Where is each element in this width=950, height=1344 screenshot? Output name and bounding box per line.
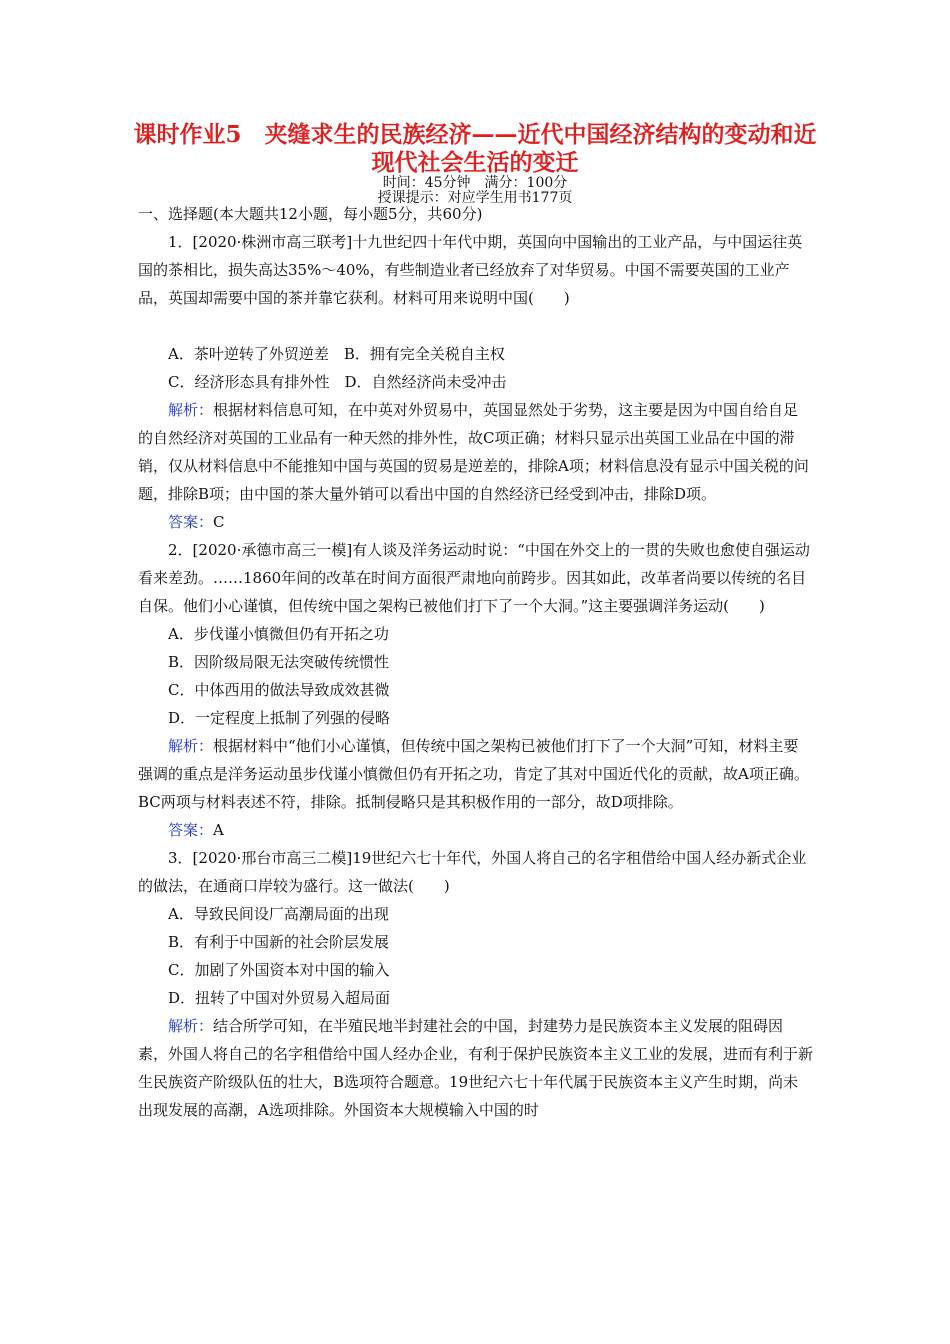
answer-space bbox=[138, 312, 813, 340]
option-row: D．一定程度上抵制了列强的侵略 bbox=[168, 709, 391, 727]
analysis-label: 解析： bbox=[168, 401, 214, 419]
question-stem: 2．[2020·承德市高三一模]有人谈及洋务运动时说：“中国在外交上的一贯的失败也愈使自强运动看来差劲。……1860年间的改革在时间方面很严肃地向前跨步。因其如此，改革者尚要以传统的名目自保。他们小心谨慎，但传统中国之架构已被他们打下了一个大洞。”这主要强调洋务运动( ) bbox=[138, 541, 810, 615]
document-body bbox=[138, 200, 813, 1124]
option-row: D．扭转了中国对外贸易入超局面 bbox=[168, 989, 391, 1007]
analysis-paragraph bbox=[138, 396, 813, 508]
option-row: C．加剧了外国资本对中国的输入 bbox=[168, 961, 390, 979]
analysis-text: 结合所学可知，在半殖民地半封建社会的中国，封建势力是民族资本主义发展的阻碍因素，外国人将自己的名字租借给中国人经办企业，有利于保护民族资本主义工业的发展，进而有利于新生民族资产阶级队伍的壮大，B选项符合题意。19世纪六七十年代属于民族资本主义产生时期，尚未出现发展的高潮，A选项排除。外国资本大规模输入中国的时 bbox=[138, 1017, 814, 1119]
option-row: C．中体西用的做法导致成效甚微 bbox=[168, 681, 390, 699]
question-2 bbox=[138, 536, 813, 844]
answer-line bbox=[138, 816, 813, 844]
answer-value: C bbox=[213, 513, 225, 531]
analysis-paragraph bbox=[138, 732, 813, 816]
option-row: A．导致民间设厂高潮局面的出现 bbox=[168, 905, 389, 923]
question-1 bbox=[138, 228, 813, 536]
analysis-label: 解析： bbox=[168, 1017, 214, 1035]
time-score-line: 时间：45分钟 满分：100分 bbox=[382, 175, 568, 191]
option-row: B．有利于中国新的社会阶层发展 bbox=[168, 933, 390, 951]
question-3 bbox=[138, 844, 813, 1124]
answer-line bbox=[138, 508, 813, 536]
answer-label: 答案： bbox=[168, 821, 214, 839]
analysis-text: 根据材料信息可知，在中英对外贸易中，英国显然处于劣势，这主要是因为中国自给自足的自然经济对英国的工业品有一种天然的排外性，故C项正确；材料只显示出英国工业品在中国的滞销，仅从材料信息中不能推知中国与英国的贸易是逆差的，排除A项；材料信息没有显示中国关税的问题，排除B项；由中国的茶大量外销可以看出中国的自然经济已经受到冲击，排除D项。 bbox=[138, 401, 809, 503]
option-row: C．经济形态具有排外性 D．自然经济尚未受冲击 bbox=[168, 373, 507, 391]
page-title: 课时作业5 夹缝求生的民族经济——近代中国经济结构的变动和近现代社会生活的变迁 bbox=[133, 121, 817, 176]
section-heading: 一、选择题(本大题共12小题，每小题5分，共60分) bbox=[138, 205, 483, 223]
teaching-hint-line: 授课提示：对应学生用书177页 bbox=[377, 190, 573, 206]
analysis-text: 根据材料中“他们小心谨慎，但传统中国之架构已被他们打下了一个大洞”可知，材料主要强调的重点是洋务运动虽步伐谨小慎微但仍有开拓之功，肯定了其对中国近代化的贡献，故A项正确。BC两项与材料表述不符，排除。抵制侵略只是其积极作用的一部分，故D项排除。 bbox=[138, 737, 809, 811]
answer-label: 答案： bbox=[168, 513, 214, 531]
option-row: A．茶叶逆转了外贸逆差 B．拥有完全关税自主权 bbox=[168, 345, 505, 363]
answer-value: A bbox=[213, 821, 224, 839]
analysis-paragraph bbox=[138, 1012, 813, 1124]
question-stem: 3．[2020·邢台市高三二模]19世纪六七十年代，外国人将自己的名字租借给中国人经办新式企业的做法，在通商口岸较为盛行。这一做法( ) bbox=[138, 849, 807, 895]
option-row: A．步伐谨小慎微但仍有开拓之功 bbox=[168, 625, 389, 643]
option-row: B．因阶级局限无法突破传统惯性 bbox=[168, 653, 390, 671]
analysis-label: 解析： bbox=[168, 737, 214, 755]
question-stem: 1．[2020·株洲市高三联考]十九世纪四十年代中期，英国向中国输出的工业产品，与中国运往英国的茶相比，损失高达35%～40%，有些制造业者已经放弃了对华贸易。中国不需要英国的工业产品，英国却需要中国的茶并靠它获利。材料可用来说明中国( ) bbox=[138, 233, 803, 307]
